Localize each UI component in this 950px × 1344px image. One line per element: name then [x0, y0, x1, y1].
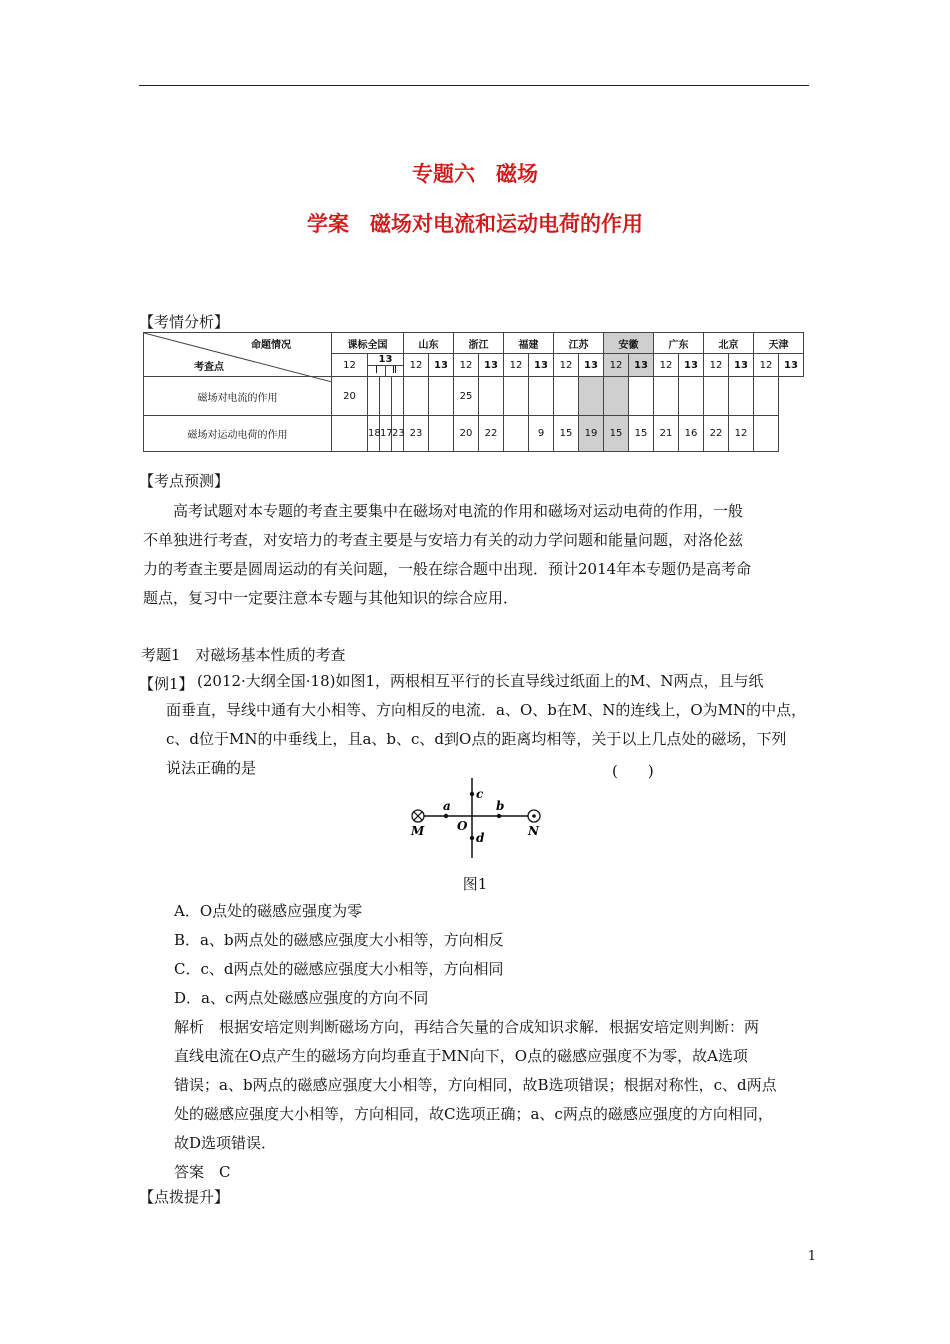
table-corner-cell [144, 333, 332, 377]
table-cell [729, 377, 754, 416]
table-cell [754, 416, 779, 452]
table-cell [380, 377, 392, 416]
forecast-line: 力的考查主要是圆周运动的有关问题，一般在综合题中出现．预计2014年本专题仍是高考命 [143, 560, 752, 578]
table-cell: 15 [629, 416, 654, 452]
option-a: A．O点处的磁感应强度为零 [174, 902, 363, 920]
year-cell: 12 [454, 354, 479, 377]
corner-top-label: 命题情况 [251, 340, 291, 351]
region-header: 课标全国 [332, 333, 404, 354]
year-cell: 13 [479, 354, 504, 377]
year-cell: 13 [368, 354, 403, 366]
table-cell [429, 377, 454, 416]
label-d: d [476, 831, 485, 845]
label-n: N [528, 824, 539, 838]
answer-blank: ( ) [612, 762, 654, 780]
year-cell: 12 [554, 354, 579, 377]
page-title: 专题六 磁场 [412, 162, 538, 186]
example-line: 面垂直，导线中通有大小相等、方向相反的电流．a、O、b在M、N的连线上，O为MN的中点， [166, 701, 807, 719]
table-cell [579, 377, 604, 416]
solution-line: 直线电流在O点产生的磁场方向均垂直于MN向下，O点的磁感应强度不为零，故A选项 [174, 1047, 748, 1065]
table-cell: 21 [654, 416, 679, 452]
table-cell: 19 [579, 416, 604, 452]
example-line: 说法正确的是 [166, 759, 257, 777]
table-cell: 15 [604, 416, 629, 452]
option-b: B．a、b两点处的磁感应强度大小相等，方向相反 [174, 931, 504, 949]
table-cell [554, 377, 579, 416]
label-m: M [411, 824, 425, 838]
table-cell: 20 [332, 377, 368, 416]
table-cell [404, 377, 429, 416]
table-cell: 17 [380, 416, 392, 452]
answer-line: 答案 C [174, 1163, 231, 1181]
table-cell [332, 416, 368, 452]
table-cell: 12 [729, 416, 754, 452]
exam-analysis-table [143, 332, 804, 452]
solution-line: 处的磁感应强度大小相等，方向相同，故C选项正确；a、c两点的磁感应强度的方向相同， [174, 1105, 773, 1123]
table-cell: 15 [554, 416, 579, 452]
year-cell: 13 [579, 354, 604, 377]
corner-bottom-label: 考查点 [194, 362, 224, 373]
forecast-line: 高考试题对本专题的考查主要集中在磁场对电流的作用和磁场对运动电荷的作用，一般 [173, 502, 744, 520]
analysis-solution [174, 1013, 834, 1187]
forecast-line: 题点，复习中一定要注意本专题与其他知识的综合应用． [143, 589, 519, 607]
region-header: 福建 [504, 333, 554, 354]
table-cell [679, 377, 704, 416]
year-cell: 13 [729, 354, 754, 377]
table-cell [654, 377, 679, 416]
region-header: 广东 [654, 333, 704, 354]
table-cell: 20 [454, 416, 479, 452]
example-stem [197, 667, 827, 696]
roman-ii: Ⅱ [392, 365, 397, 376]
region-header: 北京 [704, 333, 754, 354]
roman-i: Ⅰ [368, 366, 386, 376]
year-cell: 13 [679, 354, 704, 377]
table-cell [368, 377, 380, 416]
example-label: 【例1】 [139, 675, 194, 693]
table-cell [504, 377, 529, 416]
point-c [470, 792, 474, 796]
dot-mark [532, 814, 536, 818]
year-cell: 13 [429, 354, 454, 377]
year-cell: 12 [404, 354, 429, 377]
region-header: 安徽 [604, 333, 654, 354]
table-cell [629, 377, 654, 416]
analysis-heading: 【考情分析】 [139, 313, 230, 331]
header-rule [139, 85, 809, 86]
solution-line: 错误；a、b两点的磁感应强度大小相等，方向相同，故B选项错误；根据对称性，c、d两点 [174, 1076, 777, 1094]
point-b [497, 814, 501, 818]
table-cell: 23 [404, 416, 429, 452]
year-cell: 13 [779, 354, 804, 377]
row-label: 磁场对运动电荷的作用 [144, 416, 332, 452]
topic-heading: 考题1 对磁场基本性质的考查 [141, 646, 346, 664]
figure-1 [400, 772, 560, 864]
year-cell: 12 [332, 354, 368, 377]
diagonal-line [144, 333, 332, 382]
label-a: a [443, 799, 451, 813]
year-cell: 12 [604, 354, 629, 377]
region-header: 浙江 [454, 333, 504, 354]
label-b: b [496, 799, 505, 813]
table-cell: 18 [368, 416, 380, 452]
page-number: 1 [807, 1249, 816, 1264]
region-header: 天津 [754, 333, 804, 354]
table-cell [529, 377, 554, 416]
figure-caption: 图1 [462, 875, 488, 893]
label-c: c [476, 787, 484, 801]
table-cell [604, 377, 629, 416]
year-cell: 12 [754, 354, 779, 377]
point-d [470, 836, 474, 840]
table-cell [429, 416, 454, 452]
table-cell [504, 416, 529, 452]
year-13-split [368, 354, 404, 377]
year-cell: 12 [704, 354, 729, 377]
example-line: (2012·大纲全国·18)如图1，两根相互平行的长直导线过纸面上的M、N两点，且与纸 [197, 672, 764, 690]
region-header: 江苏 [554, 333, 604, 354]
forecast-heading: 【考点预测】 [139, 472, 230, 490]
label-o: O [457, 819, 468, 833]
forecast-line: 不单独进行考查，对安培力的考查主要是与安培力有关的动力学问题和能量问题，对洛伦兹 [143, 531, 744, 549]
table-cell: 16 [679, 416, 704, 452]
table-cell [479, 377, 504, 416]
table-cell: 9 [529, 416, 554, 452]
year-cell: 13 [629, 354, 654, 377]
table-cell: 22 [704, 416, 729, 452]
year-cell: 13 [529, 354, 554, 377]
option-c: C．c、d两点处的磁感应强度大小相等，方向相同 [174, 960, 504, 978]
tip-heading: 【点拨提升】 [139, 1188, 230, 1206]
solution-line: 故D选项错误． [174, 1134, 277, 1152]
year-cell: 12 [654, 354, 679, 377]
row-label: 磁场对电流的作用 [144, 377, 332, 416]
table-cell [754, 377, 779, 416]
example-stem-cont [166, 696, 831, 783]
options-list [174, 897, 814, 1013]
point-a [444, 814, 448, 818]
example-line: c、d位于MN的中垂线上，且a、b、c、d到O点的距离均相等，关于以上几点处的磁场，下列 [166, 730, 787, 748]
table-cell: 23 [392, 416, 404, 452]
table-cell: 25 [454, 377, 479, 416]
option-d: D．a、c两点处磁感应强度的方向不同 [174, 989, 429, 1007]
solution-line: 解析 根据安培定则判断磁场方向，再结合矢量的合成知识求解．根据安培定则判断：两 [174, 1018, 760, 1036]
table-cell [704, 377, 729, 416]
table-cell: 22 [479, 416, 504, 452]
table-cell [392, 377, 404, 416]
region-header: 山东 [404, 333, 454, 354]
forecast-paragraph [143, 497, 823, 613]
page-subtitle: 学案 磁场对电流和运动电荷的作用 [307, 212, 643, 236]
year-cell: 12 [504, 354, 529, 377]
